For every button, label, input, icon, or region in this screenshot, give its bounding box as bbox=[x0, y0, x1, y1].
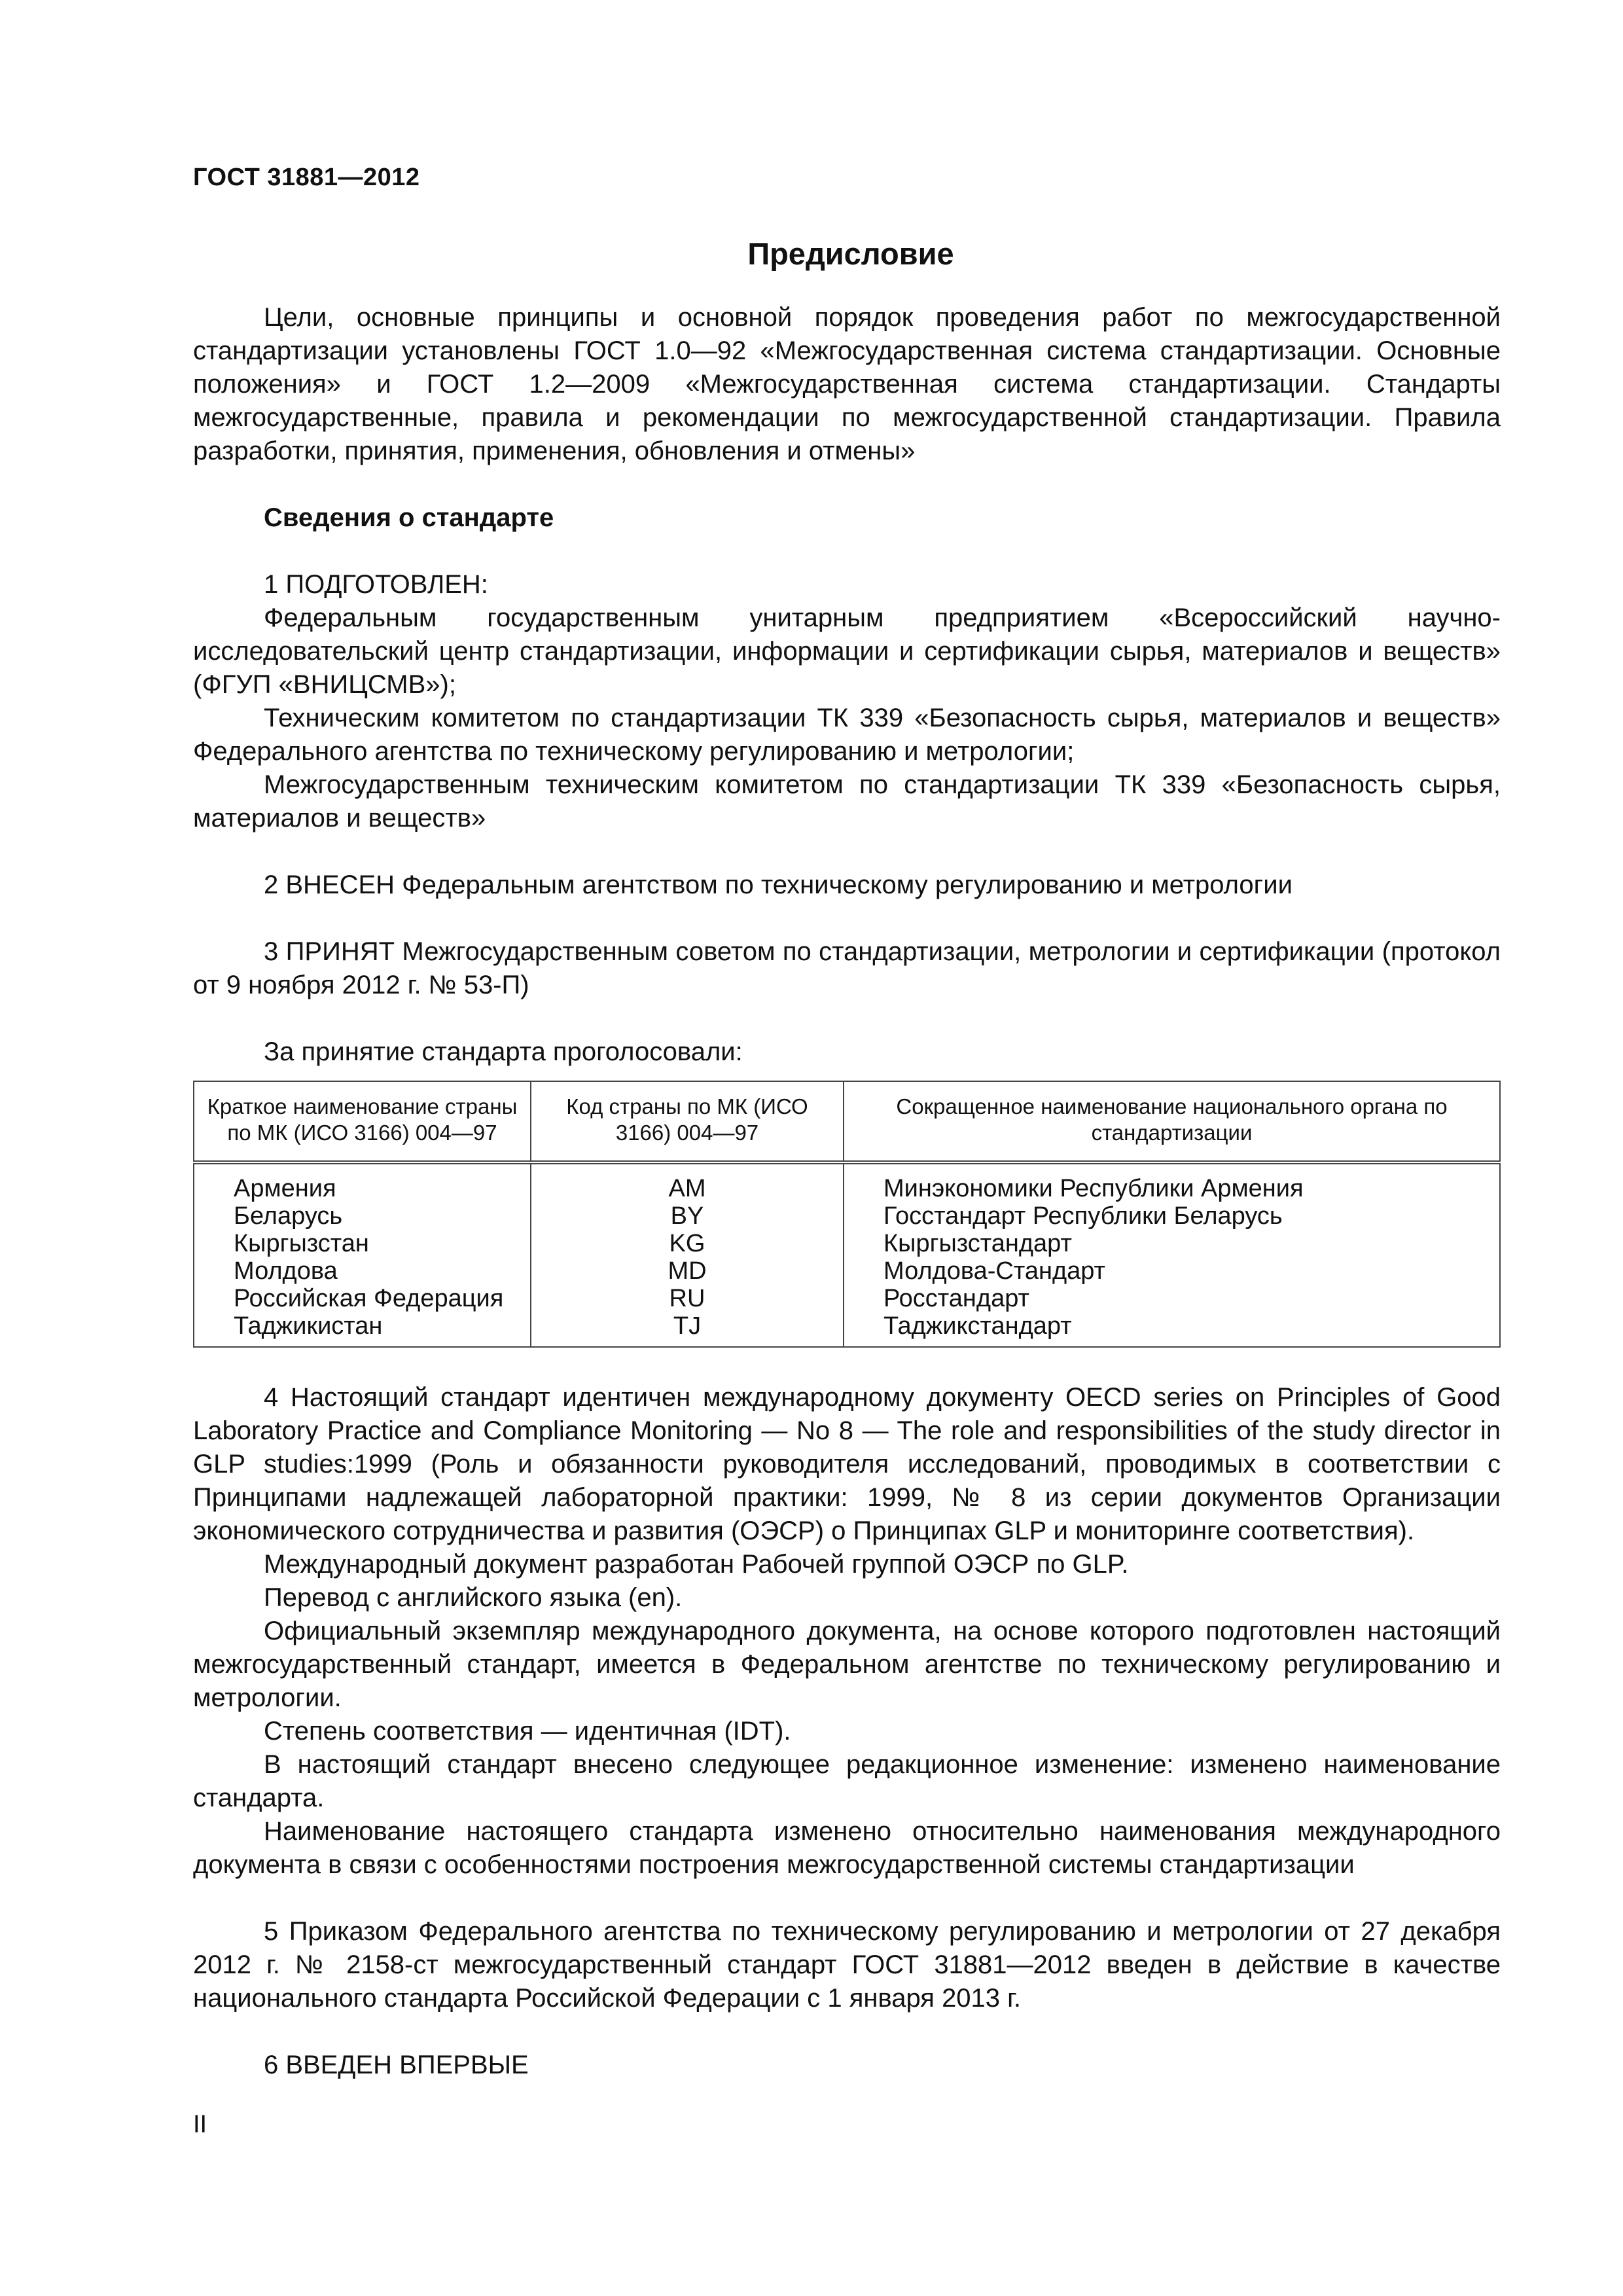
info-heading: Сведения о стандарте bbox=[264, 503, 554, 532]
section-4-paragraph: Степень соответствия — идентичная (IDT). bbox=[264, 1717, 791, 1746]
column-header-code: Код страны по МК (ИСО 3166) 004—97 bbox=[531, 1081, 844, 1162]
body-cell: Росстандарт bbox=[844, 1285, 1500, 1312]
body-cell: Таджикстандарт bbox=[844, 1312, 1500, 1347]
document-body bbox=[193, 301, 1501, 2082]
section-4-paragraph: Перевод с английского языка (en). bbox=[264, 1583, 683, 1612]
section-2: 2 ВНЕСЕН Федеральным агентством по техническому регулированию и метрологии bbox=[264, 870, 1293, 899]
body-cell: Молдова-Стандарт bbox=[844, 1257, 1500, 1285]
section-1-paragraph: Федеральным государственным унитарным предприятием «Всероссийский научно-исследовательский центр стандартизации, информации и сертификации сырья, материалов и веществ» (ФГУП «ВНИЦСМВ»); bbox=[193, 603, 1501, 699]
voting-caption: За принятие стандарта проголосовали: bbox=[264, 1037, 743, 1066]
section-6: 6 ВВЕДЕН ВПЕРВЫЕ bbox=[264, 2051, 529, 2079]
section-1-paragraph: Межгосударственным техническим комитетом по стандартизации ТК 339 «Безопасность сырья, материалов и веществ» bbox=[193, 770, 1501, 833]
country-cell: Кыргызстан bbox=[194, 1230, 531, 1257]
table-row bbox=[194, 1285, 1500, 1312]
country-cell: Таджикистан bbox=[194, 1312, 531, 1347]
page-number: II bbox=[193, 2111, 207, 2138]
country-cell: Молдова bbox=[194, 1257, 531, 1285]
section-4-paragraph: В настоящий стандарт внесено следующее редакционное изменение: изменено наименование стандарта. bbox=[193, 1750, 1501, 1812]
country-cell: Беларусь bbox=[194, 1202, 531, 1230]
code-cell: AM bbox=[531, 1162, 844, 1202]
table-row bbox=[194, 1257, 1500, 1285]
section-4-paragraph: 4 Настоящий стандарт идентичен международному документу OECD series on Principles of Good Laboratory Practice and Compliance Monitoring — No 8 — The role and responsibilities of the study director in GLP studies:1999 (Роль и обязанности руководителя исследований, проводимых в соответствии с Принципами надлежащей лабораторной практики: 1999, № 8 из серии документов Организации экономического сотрудничества и развития (ОЭСР) о Принципах GLP и мониторинге соответствия). bbox=[193, 1383, 1501, 1545]
column-header-country: Краткое наименование страны по МК (ИСО 3166) 004—97 bbox=[194, 1081, 531, 1162]
country-cell: Армения bbox=[194, 1162, 531, 1202]
body-cell: Госстандарт Республики Беларусь bbox=[844, 1202, 1500, 1230]
column-header-body: Сокращенное наименование национального органа по стандартизации bbox=[844, 1081, 1500, 1162]
table-row bbox=[194, 1202, 1500, 1230]
body-cell: Минэкономики Республики Армения bbox=[844, 1162, 1500, 1202]
code-cell: BY bbox=[531, 1202, 844, 1230]
section-4-paragraph: Официальный экземпляр международного документа, на основе которого подготовлен настоящий межгосударственный стандарт, имеется в Федеральном агентстве по техническому регулированию и метрологии. bbox=[193, 1617, 1501, 1712]
voting-table bbox=[193, 1081, 1501, 1348]
section-1-paragraph: Техническим комитетом по стандартизации ТК 339 «Безопасность сырья, материалов и веществ» Федерального агентства по техническому регулированию и метрологии; bbox=[193, 704, 1501, 766]
page-title: Предисловие bbox=[747, 236, 954, 271]
code-cell: KG bbox=[531, 1230, 844, 1257]
code-cell: TJ bbox=[531, 1312, 844, 1347]
code-cell: MD bbox=[531, 1257, 844, 1285]
table-row bbox=[194, 1312, 1500, 1347]
section-4-paragraph: Международный документ разработан Рабочей группой ОЭСР по GLP. bbox=[264, 1550, 1129, 1579]
table-header-row bbox=[194, 1081, 1500, 1162]
country-cell: Российская Федерация bbox=[194, 1285, 531, 1312]
section-4-paragraph: Наименование настоящего стандарта изменено относительно наименования международного документа в связи с особенностями построения межгосударственной системы стандартизации bbox=[193, 1817, 1501, 1879]
section-5: 5 Приказом Федерального агентства по техническому регулированию и метрологии от 27 декабря 2012 г. № 2158-ст межгосударственный стандарт ГОСТ 31881—2012 введен в действие в качестве национального стандарта Российской Федерации с 1 января 2013 г. bbox=[193, 1917, 1501, 2013]
table-row bbox=[194, 1162, 1500, 1202]
table-row bbox=[194, 1230, 1500, 1257]
document-header: ГОСТ 31881—2012 bbox=[193, 164, 420, 191]
intro-paragraph: Цели, основные принципы и основной порядок проведения работ по межгосударственной стандартизации установлены ГОСТ 1.0—92 «Межгосударственная система стандартизации. Основные положения» и ГОСТ 1.2—2009 «Межгосударственная система стандартизации. Стандарты межгосударственные, правила и рекомендации по межгосударственной стандартизации. Правила разработки, принятия, применения, обновления и отмены» bbox=[193, 303, 1501, 465]
code-cell: RU bbox=[531, 1285, 844, 1312]
section-3: 3 ПРИНЯТ Межгосударственным советом по стандартизации, метрологии и сертификации (протокол от 9 ноября 2012 г. № 53-П) bbox=[193, 937, 1501, 999]
section-1-label: 1 ПОДГОТОВЛЕН: bbox=[264, 570, 488, 599]
body-cell: Кыргызстандарт bbox=[844, 1230, 1500, 1257]
